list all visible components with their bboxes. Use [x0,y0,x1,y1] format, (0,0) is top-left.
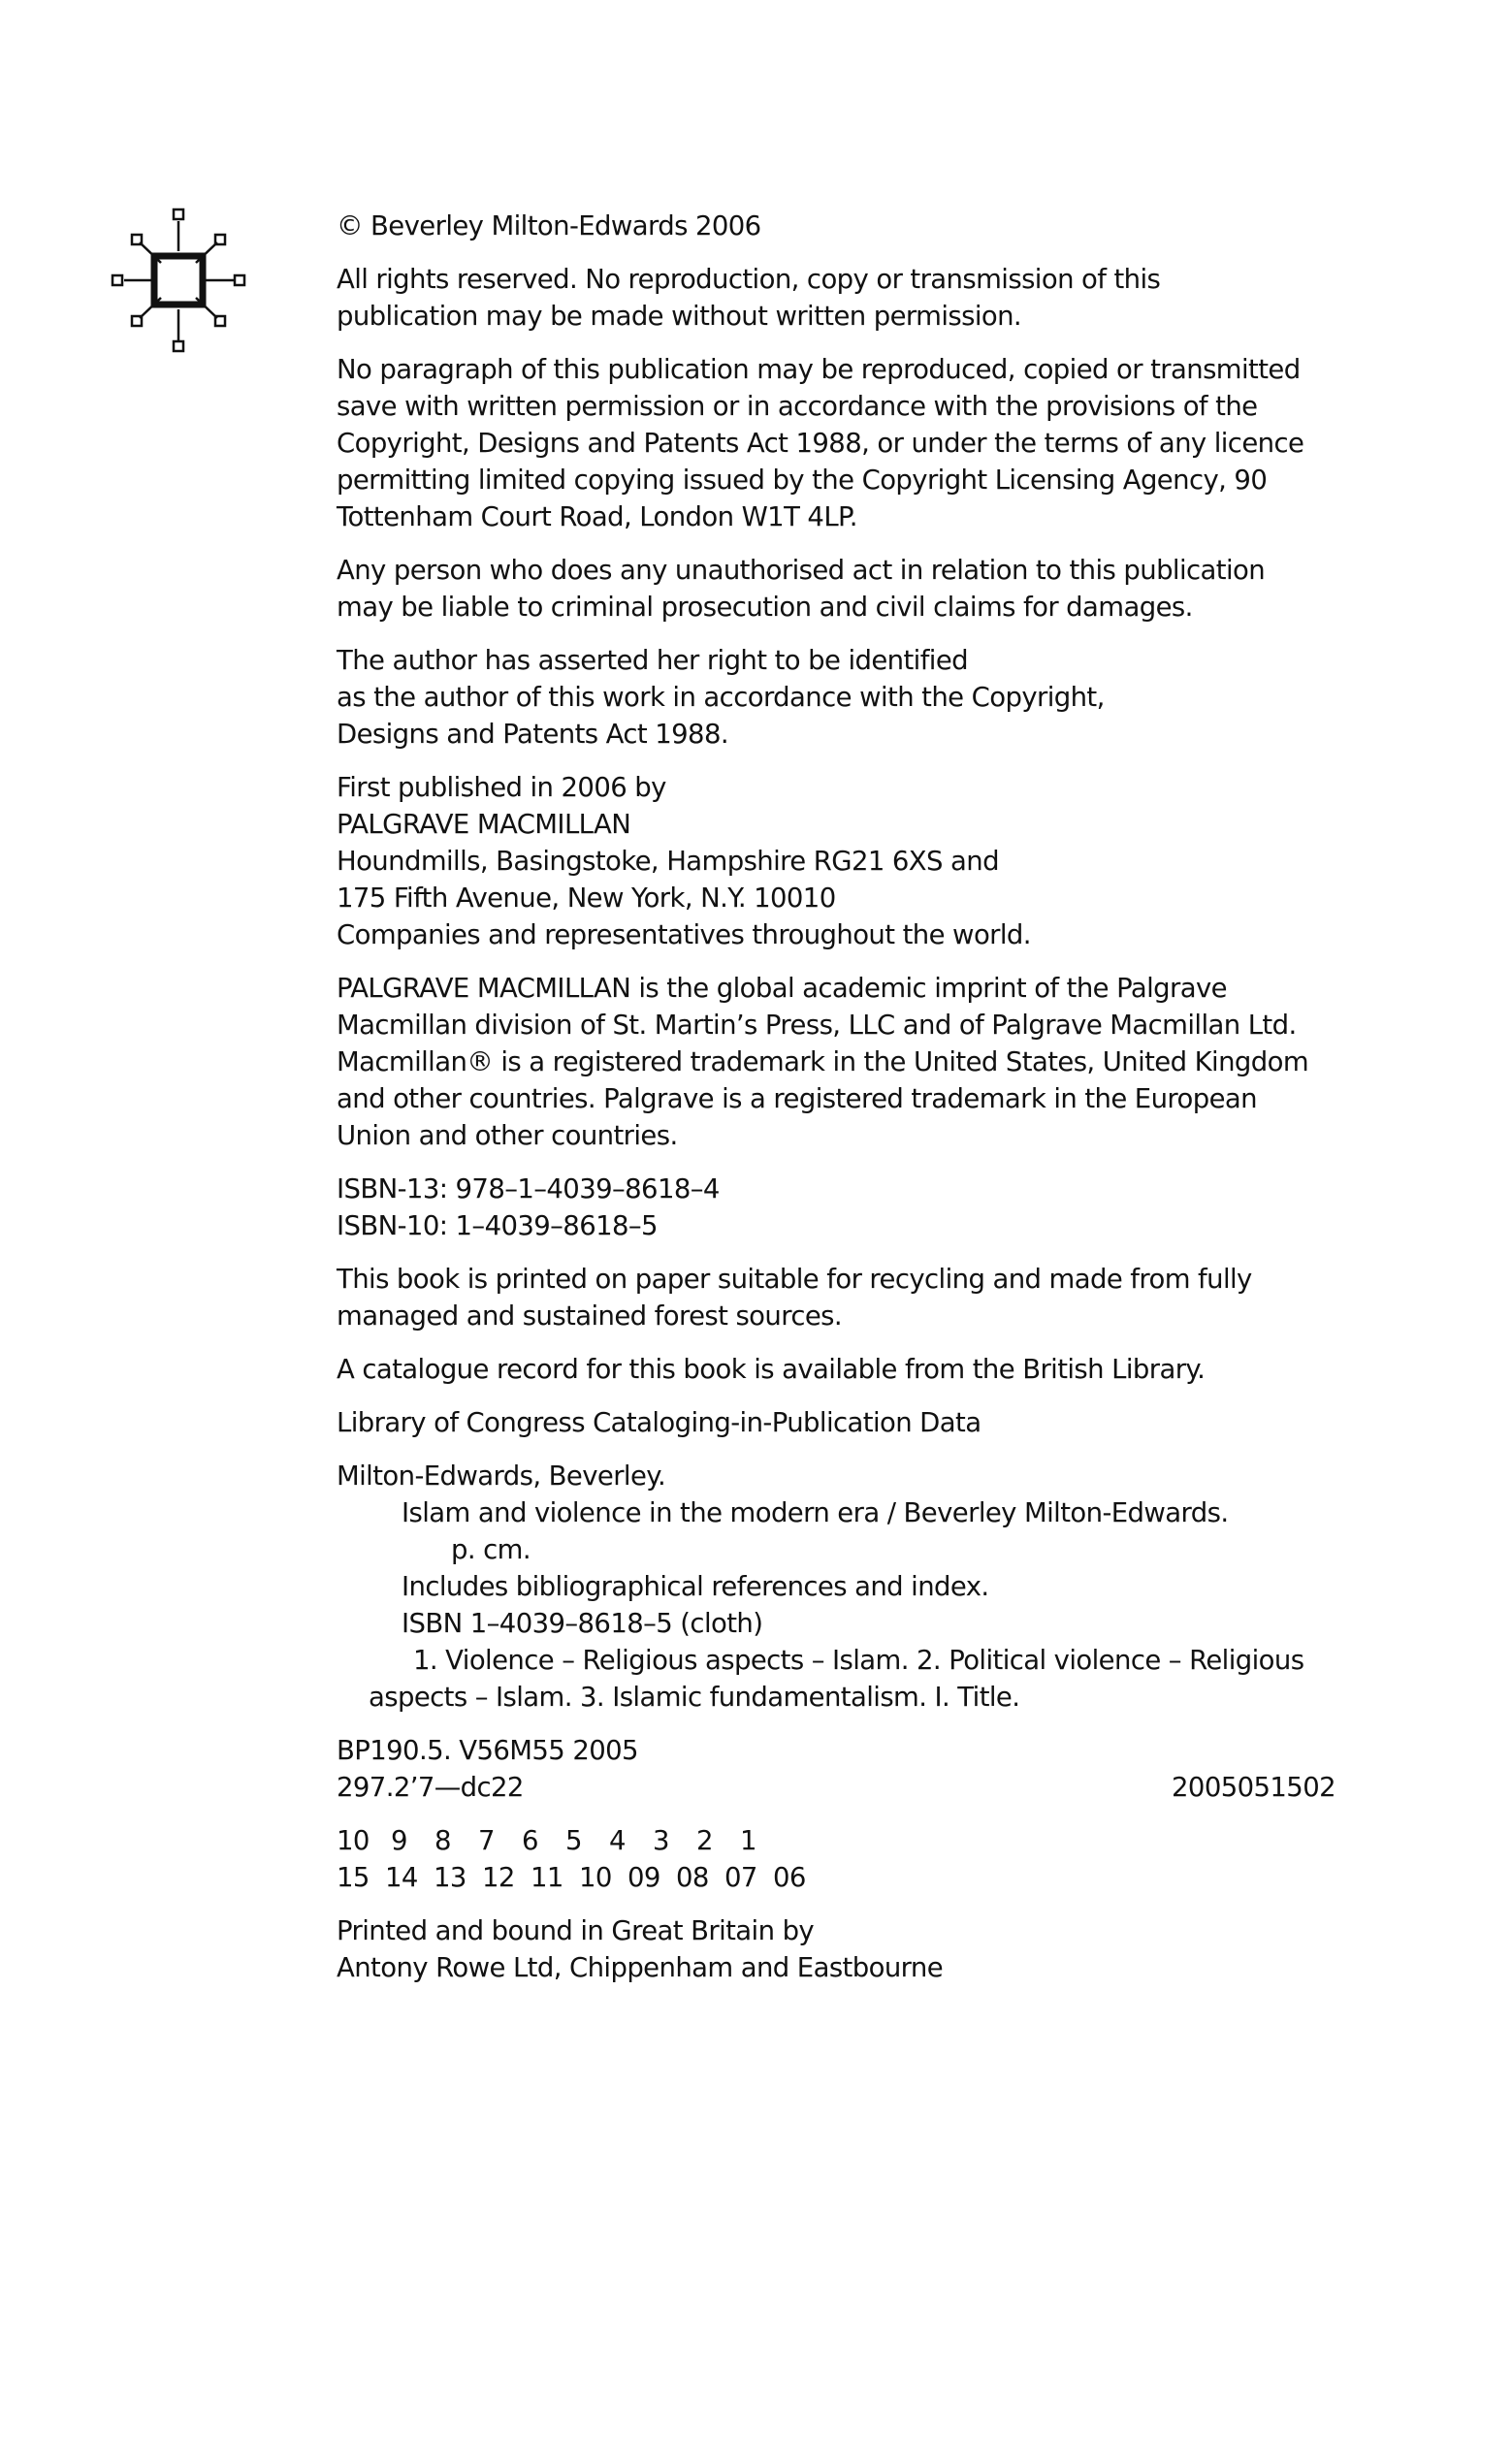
year-number: 13 [434,1862,466,1893]
publisher-details: First published in 2006 by PALGRAVE MACMILLAN Houndmills, Basingstoke, Hampshire RG21 6XS and 175 Fifth Avenue, New York, N.Y. 10010 Companies and representatives throughout the world. [337,772,1031,950]
printing-number: 8 [434,1825,451,1856]
year-number-line [337,1859,1335,1896]
printing-number: 2 [696,1825,713,1856]
dewey-number: 297.2’7—dc22 [337,1772,524,1803]
printer-details: Printed and bound in Great Britain by Antony Rowe Ltd, Chippenham and Eastbourne [337,1915,944,1983]
cip-record: Milton-Edwards, Beverley. Islam and violence in the modern era / Beverley Milton-Edwards. p. cm. Includes bibliographical references and index. ISBN 1–4039–8618–5 (cloth) 1. Violence – Religious aspects – Islam. 2. Political violence – Religious aspects – Islam. 3. Islamic fundamentalism. I. Title. [337,1461,1304,1713]
printing-number: 1 [740,1825,756,1856]
publisher-logo [111,208,246,353]
reproduction-rule: No paragraph of this publication may be reproduced, copied or transmitted save with written permission or in accordance with the provisions of the Copyright, Designs and Patents Act 1988, or under the terms of any licence permitting limited copying issued by the Copyright Licensing Agency, 90 Tottenham Court Road, London W1T 4LP. [337,354,1304,532]
year-number: 06 [773,1862,806,1893]
year-number: 07 [724,1862,757,1893]
year-number: 08 [676,1862,709,1893]
classification-row [337,1769,1335,1806]
printing-number: 5 [565,1825,582,1856]
year-number: 10 [579,1862,612,1893]
lccn-number: 2005051502 [1172,1772,1335,1803]
year-number: 11 [531,1862,563,1893]
copyright-notice: © Beverley Milton-Edwards 2006 [337,210,761,241]
author-right-notice: The author has asserted her right to be identified as the author of this work in accordance with the Copyright, Designs and Patents Act 1988. [337,645,1105,750]
printing-number: 10 [337,1825,370,1856]
copyright-page-text [337,208,1335,2003]
year-number: 15 [337,1862,370,1893]
printing-number: 9 [391,1825,407,1856]
printing-number: 3 [653,1825,669,1856]
classification-block: BP190.5. V56M55 2005 297.2’7—dc22 2005051502 [337,1732,1335,1806]
printing-number: 7 [478,1825,495,1856]
rights-reserved: All rights reserved. No reproduction, copy or transmission of this publication may be made without written permission. [337,264,1161,332]
paper-notice: This book is printed on paper suitable for recycling and made from fully managed and sustained forest sources. [337,1264,1252,1332]
printing-lines [337,1822,1335,1896]
printing-number-line [337,1822,1335,1859]
isbn-block: ISBN-13: 978–1–4039–8618–4 ISBN-10: 1–4039–8618–5 [337,1173,720,1241]
imprint-notice: PALGRAVE MACMILLAN is the global academic imprint of the Palgrave Macmillan division of St. Martin’s Press, LLC and of Palgrave Macmillan Ltd. Macmillan® is a registered trademark in the United States, United Kingdom and other countries. Palgrave is a registered trademark in the European Union and other countries. [337,973,1309,1151]
printing-number: 4 [609,1825,626,1856]
catalogue-notice: A catalogue record for this book is available from the British Library. [337,1354,1206,1385]
printing-number: 6 [522,1825,538,1856]
loc-heading: Library of Congress Cataloging-in-Publication Data [337,1407,981,1438]
year-number: 09 [627,1862,660,1893]
year-number: 12 [482,1862,515,1893]
year-number: 14 [385,1862,418,1893]
liability-notice: Any person who does any unauthorised act in relation to this publication may be liable to criminal prosecution and civil claims for damages. [337,555,1266,623]
